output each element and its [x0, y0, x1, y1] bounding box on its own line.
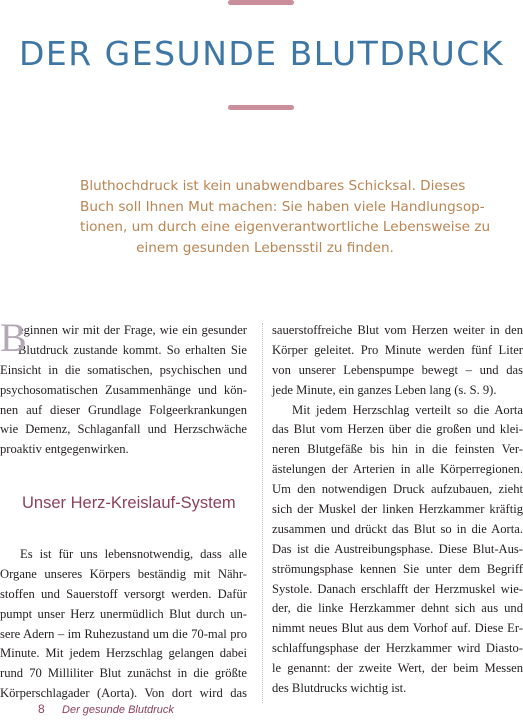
text-line: rund 70 Milliliter Blut zunächst in die größte [0, 666, 247, 681]
text-line: Das ist die Austreibungsphase. Diese Blut-Aus- [272, 541, 523, 556]
text-line: Blutdruck zustande kommt. So erhalten Sie [18, 342, 247, 357]
intro-line: Buch soll Ihnen Mut machen: Sie haben viele Handlungsop- [80, 198, 485, 215]
text-line: Um den notwendigen Druck aufzubauen, zieht [272, 482, 523, 497]
text-line: wie Demenz, Schlaganfall und Herzschwäche [0, 422, 247, 437]
left-column-lower [0, 545, 247, 704]
text-line: von unserer Lebenspumpe bewegt – und das [272, 362, 523, 377]
intro-line: tionen, um durch eine eigenverantwortliche Lebensweise zu [80, 219, 491, 236]
left-paragraph-1 [0, 315, 247, 361]
text-line: des Blutdrucks wichtig ist. [272, 681, 407, 696]
text-line: Mit jedem Herzschlag verteilt so die Aorta [292, 402, 523, 417]
text-line: jede Minute, ein ganzes Leben lang (s. S. 9). [272, 382, 497, 397]
intro-paragraph [80, 176, 491, 258]
text-line: nen auf dieser Grundlage Folgeerkrankungen [0, 402, 247, 417]
text-line: nimmt neues Blut aus dem Vorhof auf. Diese Er- [272, 621, 523, 636]
text-line: Es ist für uns lebensnotwendig, dass alle [20, 547, 247, 561]
running-title: Der gesunde Blutdruck [62, 704, 174, 716]
page-title: DER GESUNDE BLUTDRUCK [18, 34, 504, 73]
text-line: der, die linke Herzkammer dehnt sich aus und [272, 601, 523, 616]
text-line: eginnen wir mit der Frage, wie ein gesunder [18, 323, 247, 337]
text-line: Organe unseres Körpers beständig mit Nähr- [0, 566, 247, 581]
text-line: le genannt: der zweite Wert, der beim Messen [272, 661, 523, 676]
text-line: Systole. Danach erschlafft der Herzmuskel wie- [272, 581, 523, 596]
text-line: Körperschlagader (Aorta). Von dort wird das [0, 686, 247, 701]
text-line: das Blut vom Herzen über die großen und klei- [272, 422, 523, 437]
text-line: Einsicht in die somatischen, psychischen und [0, 362, 247, 377]
text-line: Körper geleitet. Pro Minute werden fünf Liter [272, 342, 523, 357]
text-line: pumpt unser Herz unermüdlich Blut durch un- [0, 606, 247, 621]
text-line: stoffen und Sauerstoff versorgt werden. Dafür [0, 586, 247, 601]
left-column [0, 315, 247, 460]
text-line: Minute. Mit jedem Herzschlag gelangen dabei [0, 646, 247, 661]
right-column [272, 321, 523, 699]
text-line: schlaffungsphase der Herzkammer wird Diasto- [272, 641, 523, 656]
text-line: psychosomatischen Zusammenhänge und kön- [0, 382, 247, 397]
text-line: proaktiv entgegenwirken. [0, 442, 129, 457]
text-line: sere Adern – im Ruhezustand um die 70-mal pro [0, 626, 247, 641]
text-line: sauerstoffreiche Blut vom Herzen weiter in den [272, 323, 523, 337]
intro-line: Bluthochdruck ist kein unabwendbares Schicksal. Dieses [80, 178, 466, 194]
text-line: sich der Muskel der linken Herzkammer kräftig [272, 502, 523, 517]
drop-cap: B [0, 315, 27, 360]
text-line: zusammen und drückt das Blut so in die Aorta. [272, 521, 523, 536]
text-line: strömungsphase kennen Sie unter dem Begriff [272, 561, 523, 576]
text-line: neren Blutgefäße bis hin in die feinsten Ver- [272, 442, 523, 457]
page-number: 8 [38, 702, 45, 716]
section-subheading: Unser Herz-Kreislauf-System [22, 494, 236, 512]
top-decor-bar [228, 0, 294, 5]
column-divider [262, 323, 263, 703]
page-footer [38, 702, 174, 716]
text-line: ästelungen der Arterien in alle Körperregionen. [272, 462, 523, 477]
intro-line: einem gesunden Lebensstil zu finden. [136, 239, 394, 256]
title-underline-bar [228, 105, 294, 110]
